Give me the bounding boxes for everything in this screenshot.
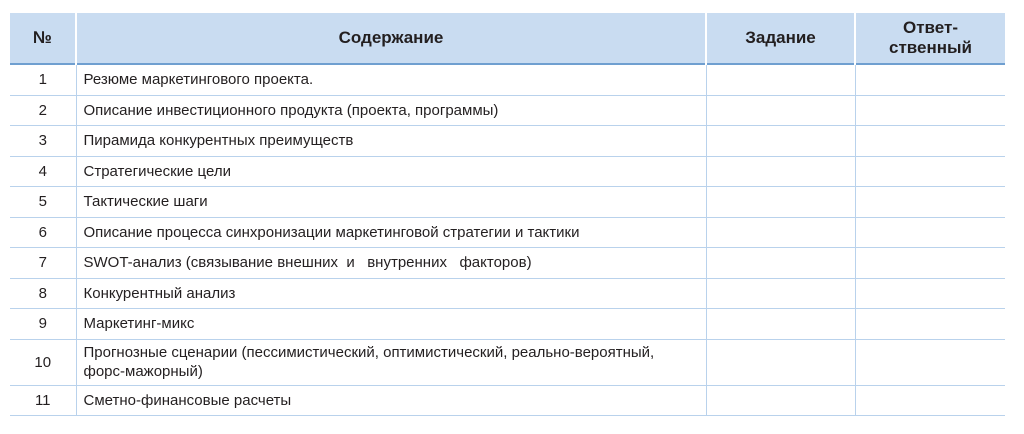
table-row	[10, 339, 1005, 385]
row-task	[706, 309, 855, 340]
row-responsible	[855, 126, 1005, 157]
row-content: Конкурентный анализ	[76, 278, 706, 309]
marketing-plan-table	[10, 13, 1005, 416]
row-responsible	[855, 248, 1005, 279]
row-content: Прогнозные сценарии (пессимистический, оптимистический, реально-вероятный, форс-мажорный)	[76, 339, 706, 385]
row-responsible	[855, 278, 1005, 309]
row-responsible	[855, 156, 1005, 187]
row-task	[706, 156, 855, 187]
row-task	[706, 187, 855, 218]
row-task	[706, 385, 855, 416]
header-row	[10, 13, 1005, 64]
row-task	[706, 339, 855, 385]
row-content: Тактические шаги	[76, 187, 706, 218]
row-content: Сметно-финансовые расчеты	[76, 385, 706, 416]
row-number: 2	[10, 95, 76, 126]
row-content: SWOT-анализ (связывание внешних и внутренних факторов)	[76, 248, 706, 279]
row-number: 3	[10, 126, 76, 157]
row-content: Описание процесса синхронизации маркетинговой стратегии и тактики	[76, 217, 706, 248]
table-row	[10, 248, 1005, 279]
header-responsible	[855, 13, 1005, 64]
row-responsible	[855, 95, 1005, 126]
header-number: №	[10, 13, 76, 64]
row-task	[706, 248, 855, 279]
row-responsible	[855, 64, 1005, 95]
header-responsible-line2: ственный	[889, 38, 972, 57]
header-content: Содержание	[76, 13, 706, 64]
row-content: Описание инвестиционного продукта (проекта, программы)	[76, 95, 706, 126]
row-number: 4	[10, 156, 76, 187]
row-responsible	[855, 309, 1005, 340]
row-number: 10	[10, 339, 76, 385]
row-number: 7	[10, 248, 76, 279]
row-task	[706, 126, 855, 157]
row-responsible	[855, 217, 1005, 248]
table-row	[10, 309, 1005, 340]
row-responsible	[855, 339, 1005, 385]
row-content: Стратегические цели	[76, 156, 706, 187]
table-body	[10, 64, 1005, 416]
row-number: 8	[10, 278, 76, 309]
row-task	[706, 217, 855, 248]
row-responsible	[855, 385, 1005, 416]
row-content: Пирамида конкурентных преимуществ	[76, 126, 706, 157]
table-row	[10, 187, 1005, 218]
table-row	[10, 278, 1005, 309]
row-responsible	[855, 187, 1005, 218]
table-row	[10, 156, 1005, 187]
table-row	[10, 64, 1005, 95]
row-number: 5	[10, 187, 76, 218]
row-number: 9	[10, 309, 76, 340]
row-number: 11	[10, 385, 76, 416]
row-task	[706, 64, 855, 95]
row-content: Резюме маркетингового проекта.	[76, 64, 706, 95]
row-number: 6	[10, 217, 76, 248]
table-row	[10, 126, 1005, 157]
table-row	[10, 217, 1005, 248]
row-task	[706, 95, 855, 126]
row-task	[706, 278, 855, 309]
table-row	[10, 385, 1005, 416]
table-header	[10, 13, 1005, 64]
header-task: Задание	[706, 13, 855, 64]
header-responsible-line1: Ответ-	[903, 18, 958, 37]
row-number: 1	[10, 64, 76, 95]
row-content: Маркетинг-микс	[76, 309, 706, 340]
table-row	[10, 95, 1005, 126]
